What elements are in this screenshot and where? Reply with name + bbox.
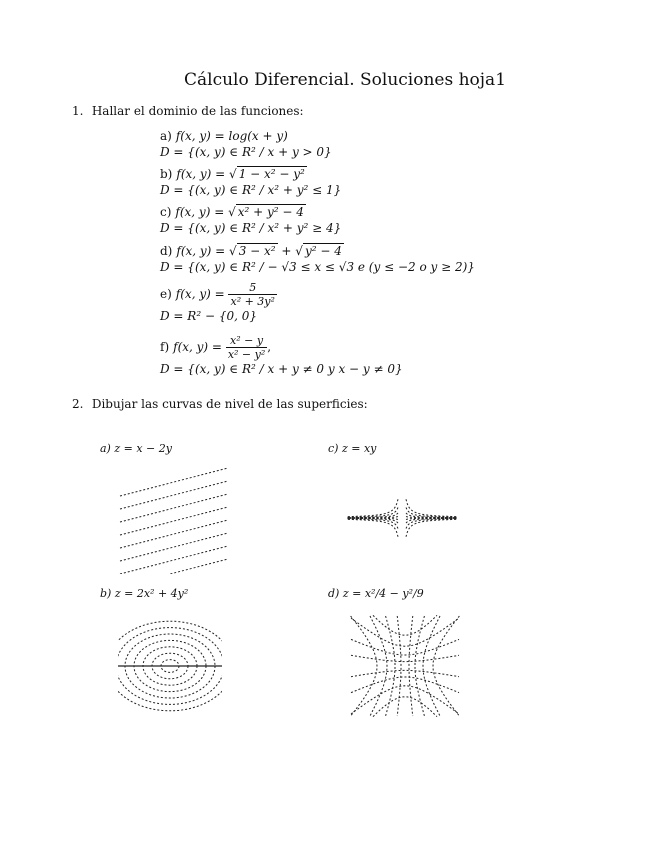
- plot-c-contours: [346, 462, 458, 574]
- contour-curve: [370, 616, 387, 716]
- item-d-radicand-1: 3 − x²: [238, 244, 276, 258]
- item-f-domain: D = {(x, y) ∈ R² / x + y ≠ 0 y x − y ≠ 0}: [160, 362, 403, 376]
- item-e-fraction: [228, 281, 276, 308]
- item-f-fraction: [226, 334, 267, 361]
- item-e-label: e): [160, 287, 172, 301]
- contour-curve: [351, 616, 377, 716]
- contour-curve: [406, 499, 457, 516]
- item-f-comma: ,: [267, 340, 272, 354]
- item-e-domain: D = R² − {0, 0}: [160, 309, 258, 323]
- contour-curve: [409, 616, 413, 716]
- item-a: [160, 128, 332, 160]
- contour-curve: [351, 618, 459, 646]
- item-e-function: f(x, y) =: [175, 287, 225, 301]
- item-f-denominator: x² − y²: [227, 348, 266, 361]
- contour-curve: [397, 616, 401, 716]
- item-e-numerator: 5: [228, 281, 276, 295]
- item-a-domain: D = {(x, y) ∈ R² / x + y > 0}: [160, 145, 332, 159]
- item-f-function: f(x, y) =: [173, 340, 222, 354]
- question-2-text: Dibujar las curvas de nivel de las superficies:: [91, 397, 368, 411]
- item-e-denominator: x² + 3y²: [230, 295, 275, 308]
- item-d-function: f(x, y) = √: [176, 244, 237, 258]
- item-d-domain: D = {(x, y) ∈ R² / − √3 ≤ x ≤ √3 e (y ≤ −2 o y ≥ 2)}: [160, 260, 475, 274]
- contour-curve: [433, 616, 459, 716]
- plot-a-label: a) z = x − 2y: [100, 442, 172, 455]
- contour-line: [120, 494, 228, 522]
- contour-line: [120, 507, 228, 535]
- question-1-number: 1.: [72, 104, 84, 118]
- contour-curve: [351, 686, 459, 714]
- item-e: [160, 281, 277, 324]
- item-d: [160, 243, 475, 275]
- item-b-function: f(x, y) = √: [176, 167, 237, 181]
- item-f-label: f): [160, 340, 170, 354]
- item-b-label: b): [160, 167, 173, 181]
- contour-line: [120, 520, 228, 548]
- contour-line: [120, 546, 228, 574]
- item-c-label: c): [160, 205, 172, 219]
- item-f-numerator: x² − y: [226, 334, 267, 348]
- contour-curve: [351, 677, 459, 693]
- contour-line: [120, 559, 228, 574]
- item-a-function: f(x, y) = log(x + y): [175, 129, 288, 143]
- page-title: Cálculo Diferencial. Soluciones hoja1: [183, 70, 507, 90]
- question-1-text: Hallar el dominio de las funciones:: [91, 104, 304, 118]
- item-a-label: a): [160, 129, 172, 143]
- item-d-plus: + √: [277, 244, 303, 258]
- contour-curve: [373, 697, 437, 717]
- contour-curve: [373, 615, 437, 635]
- question-2: [72, 397, 368, 411]
- plot-b-contours: [118, 614, 222, 718]
- item-f: [160, 334, 403, 377]
- contour-curve: [406, 519, 457, 536]
- plot-b-label: b) z = 2x² + 4y²: [100, 587, 189, 600]
- item-b-domain: D = {(x, y) ∈ R² / x² + y² ≤ 1}: [160, 183, 342, 197]
- contour-curve: [351, 639, 459, 655]
- contour-curve: [351, 655, 459, 661]
- plot-d-label: d) z = x²/4 − y²/9: [328, 587, 424, 600]
- item-c-domain: D = {(x, y) ∈ R² / x² + y² ≥ 4}: [160, 221, 342, 235]
- item-d-label: d): [160, 244, 173, 258]
- question-2-number: 2.: [72, 397, 84, 411]
- contour-curve: [423, 616, 440, 716]
- contour-line: [120, 533, 228, 561]
- contour-line: [120, 481, 228, 509]
- plot-a-contours: [118, 462, 230, 574]
- contour-curve: [347, 499, 398, 516]
- item-b: [160, 166, 341, 198]
- item-c: [160, 204, 341, 236]
- plot-c-label: c) z = xy: [328, 442, 377, 455]
- contour-curve: [351, 670, 459, 676]
- contour-curve: [347, 519, 398, 536]
- item-c-radicand: x² + y² − 4: [237, 205, 304, 219]
- plot-d-contours: [350, 614, 460, 718]
- item-c-function: f(x, y) = √: [175, 205, 236, 219]
- question-1: [72, 104, 304, 118]
- item-b-radicand: 1 − x² − y²: [238, 167, 305, 181]
- item-d-radicand-2: y² − 4: [304, 244, 342, 258]
- contour-line: [120, 468, 228, 496]
